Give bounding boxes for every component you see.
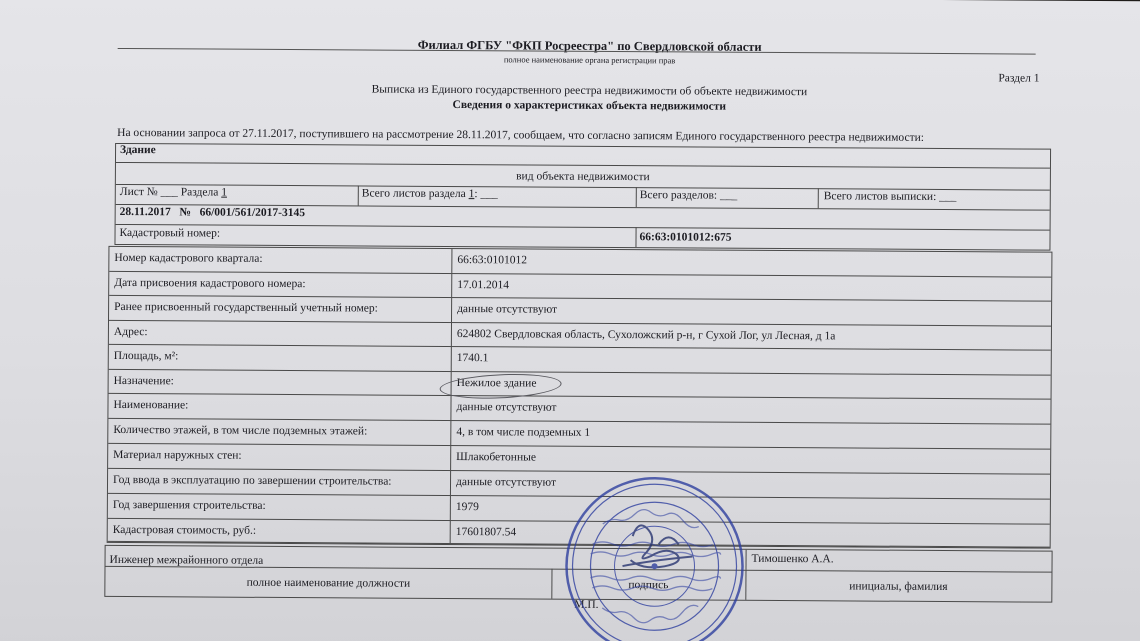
sheet-number: Лист № ___ Раздела 1 — [119, 185, 228, 199]
extract-title: Выписка из Единого государственного реестра недвижимости об объекте недвижимости — [371, 83, 808, 99]
object-header-table — [114, 143, 1051, 251]
object-type: Здание — [120, 143, 156, 157]
extract-date-number: 28.11.2017 № 66/001/561/2017-3145 — [119, 205, 306, 220]
row-value: 624802 Свердловская область, Сухоложский р-н, г Сухой Лог, ул Лесная, д 1а — [456, 328, 836, 343]
row-label: Год ввода в эксплуатацию по завершении строительства: — [108, 469, 451, 495]
signer-name: Тимошенко А.А. — [751, 552, 834, 566]
basis-text: На основании запроса от 27.11.2017, поступившего на рассмотрение 28.11.2017, сообщаем, что согласно записям Единого государственного реестра недвижимости: — [117, 126, 925, 144]
row-label: Наименование: — [108, 394, 451, 420]
total-sections: Всего разделов: ___ — [639, 189, 738, 202]
cadastral-label: Кадастровый номер: — [119, 226, 221, 240]
total-extract-sheets: Всего листов выписки: ___ — [823, 190, 957, 204]
row-label: Номер кадастрового квартала: — [109, 247, 452, 273]
official-stamp — [562, 474, 747, 641]
row-value: данные отсутствуют — [457, 303, 558, 316]
position-caption: полное наименование должности — [246, 576, 411, 590]
row-value: данные отсутствуют — [456, 401, 557, 414]
row-value: 1979 — [455, 501, 479, 514]
row-label: Год завершения строительства: — [108, 494, 451, 520]
row-value: 4, в том числе подземных 1 — [456, 426, 591, 439]
row-label: Назначение: — [109, 370, 452, 395]
org-name: Филиал ФГБУ "ФКП Росреестра" по Свердловской области — [417, 37, 762, 54]
row-value: 1740.1 — [456, 352, 489, 365]
row-label: Дата присвоения кадастрового номера: — [109, 272, 452, 297]
object-type-caption: вид объекта недвижимости — [516, 170, 650, 184]
row-label: Площадь, м²: — [109, 345, 452, 371]
row-value: Нежилое здание — [456, 377, 537, 390]
row-label: Кадастровая стоимость, руб.: — [108, 519, 451, 543]
stamp-place-label: М.П. — [574, 598, 599, 611]
row-value: 17601807.54 — [455, 526, 517, 539]
row-label: Количество этажей, в том числе подземных этажей: — [108, 419, 451, 445]
row-label: Адрес: — [109, 321, 452, 346]
row-value: Шлакобетонные — [456, 451, 536, 464]
extract-subtitle: Сведения о характеристиках объекта недвижимости — [452, 99, 727, 113]
section-label: Раздел 1 — [998, 72, 1040, 85]
org-caption: полное наименование органа регистрации прав — [503, 54, 676, 66]
row-label: Материал наружных стен: — [108, 444, 451, 470]
signer-position: Инженер межрайонного отдела — [109, 553, 264, 567]
row-value: 17.01.2014 — [457, 279, 510, 292]
row-label: Ранее присвоенный государственный учетный номер: — [109, 296, 452, 322]
total-section-sheets: Всего листов раздела 1: ___ — [361, 187, 498, 201]
row-value: данные отсутствуют — [455, 476, 557, 489]
name-caption: инициалы, фамилия — [849, 580, 948, 594]
signature-caption: подпись — [628, 579, 669, 592]
cadastral-value: 66:63:0101012:675 — [639, 231, 732, 244]
row-value: 66:63:0101012 — [457, 254, 528, 267]
